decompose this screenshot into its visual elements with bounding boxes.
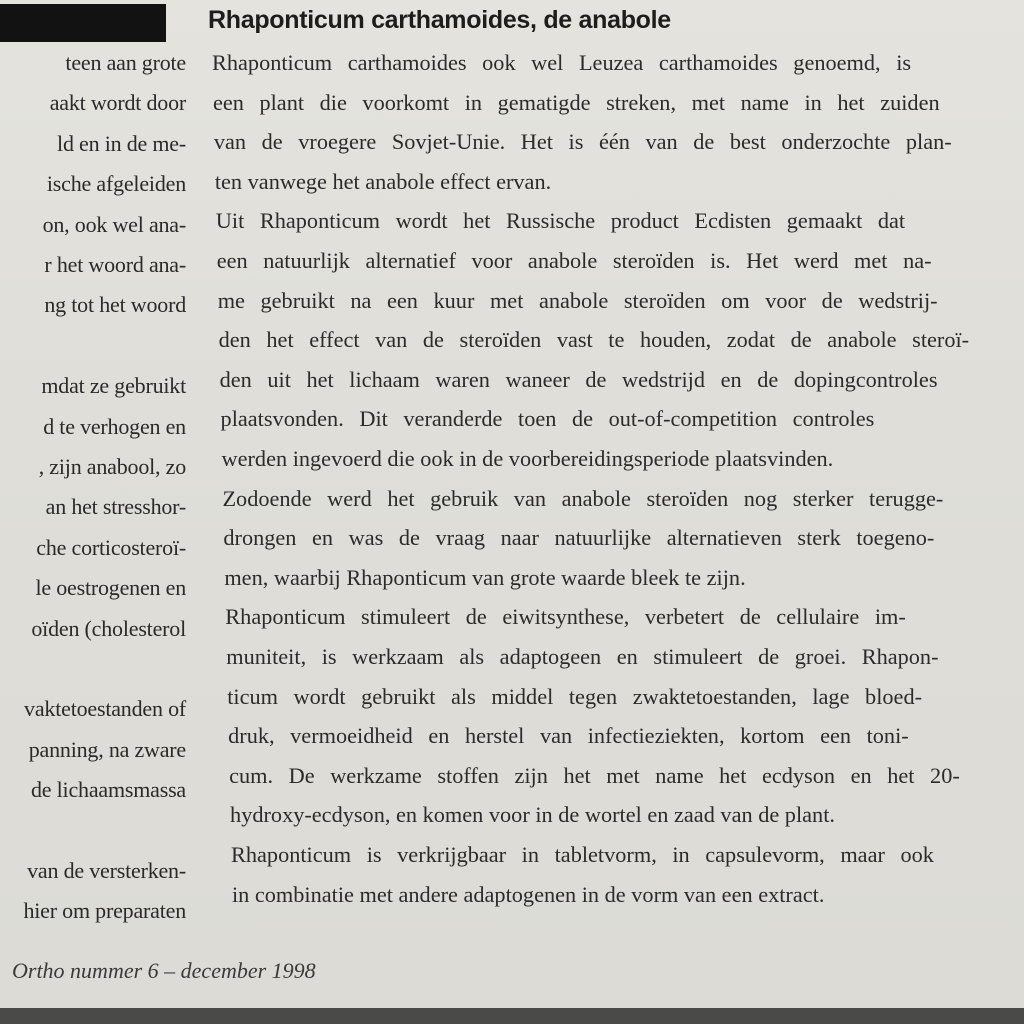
article-line: plaatsvonden. Dit veranderde toen de out-of-competition controles [220,406,875,432]
article-line: muniteit, is werkzaam als adaptogeen en stimuleert de groei. Rhapon- [226,644,939,669]
article-line: men, waarbij Rhaponticum van grote waarde bleek te zijn. [224,564,746,590]
article-line: cum. De werkzame stoffen zijn het met name het ecdyson en het 20- [229,762,960,788]
article-line: drongen en was de vraag naar natuurlijke alternatieven sterk toegeno- [223,525,935,551]
article-line: druk, vermoeidheid en herstel van infectieziekten, kortom een toni- [228,723,909,749]
left-column-line: panning, na zware [28,736,186,762]
article-line: van de vroegere Sovjet-Unie. Het is één van de best onderzochte plan- [213,129,952,155]
left-column-line: le oestrogenen en [35,575,186,601]
left-column-line: teen aan grote [65,50,186,75]
page-footer: Ortho nummer 6 – december 1998 [12,958,316,983]
left-column-line: an het stresshor- [45,494,186,520]
left-column-line: de lichaamsmassa [30,777,186,803]
article-line: Uit Rhaponticum wordt het Russische product Ecdisten gemaakt dat [215,208,906,234]
article-line: me gebruikt na een kuur met anabole steroïden om voor de wedstrij- [217,287,938,313]
left-column-line: oïden (cholesterol [31,615,186,641]
left-column-line: d te verhogen en [43,413,186,439]
left-column-line: van de versterken- [27,858,186,883]
article-line: ticum wordt gebruikt als middel tegen zwaktetoestanden, lage bloed- [227,683,923,709]
article-line: den het effect van de steroïden vast te houden, zodat de anabole steroï- [218,327,970,353]
left-column-line: ische afgeleiden [46,171,186,197]
left-column-line: che corticosteroï- [36,534,186,560]
left-column-line: r het woord ana- [44,252,186,277]
article-line: Rhaponticum carthamoides ook wel Leuzea carthamoides genoemd, is [212,50,912,75]
article-heading: Rhaponticum carthamoides, de anabole [208,6,671,34]
left-column-line: hier om preparaten [23,898,186,924]
article-body [212,50,992,910]
article-line: den uit het lichaam waren waneer de wedstrijd en de dopingcontroles [219,366,938,392]
left-column-line: ng tot het woord [44,292,186,318]
article-line: werden ingevoerd die ook in de voorbereidingsperiode plaatsvinden. [221,446,834,471]
article-line: in combinatie met andere adaptogenen in de vorm van een extract. [231,881,825,907]
left-column-line: , zijn anabool, zo [38,454,186,479]
section-header-bar [0,4,166,42]
left-column-line: mdat ze gebruikt [41,373,186,399]
left-column-line: vaktetoestanden of [24,696,186,722]
article-line: een plant die voorkomt in gematigde streken, met name in het zuiden [212,89,940,115]
article-line: Rhaponticum stimuleert de eiwitsynthese, verbetert de cellulaire im- [225,604,906,630]
article-line: Zodoende werd het gebruik van anabole steroïden nog sterker terugge- [222,485,944,511]
article-line: hydroxy-ecdyson, en komen voor in de wortel en zaad van de plant. [230,802,835,828]
left-column-line: aakt wordt door [49,90,186,116]
left-column-line: ld en in de me- [57,130,186,156]
left-column-text [0,50,196,924]
article-line: ten vanwege het anabole effect ervan. [214,168,552,194]
article-line: Rhaponticum is verkrijgbaar in tabletvorm, in capsulevorm, maar ook [231,842,934,867]
left-column-line: on, ook wel ana- [42,211,186,237]
article-line: een natuurlijk alternatief voor anabole steroïden is. Het werd met na- [216,248,932,273]
page-edge [0,1008,1024,1024]
